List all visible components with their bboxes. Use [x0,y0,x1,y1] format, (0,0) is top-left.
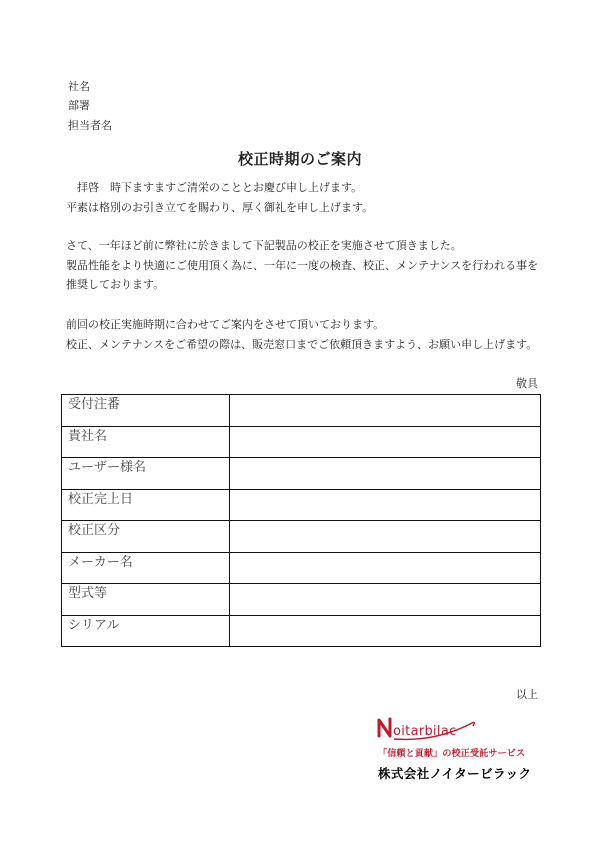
table-row [62,489,541,521]
row-label-serial: シリアル [62,615,230,647]
table-row [62,458,541,490]
table-row [62,426,541,458]
calibration-info-table [61,394,541,647]
table-row [62,615,541,647]
row-label-calibration-date: 校正完上日 [62,489,230,521]
company-logo [376,714,482,742]
row-value-calibration-date[interactable] [230,489,541,521]
row-label-user-name: ユーザー様名 [62,458,230,490]
recipient-person: 担当者名 [68,119,112,132]
end-mark: 以上 [516,688,538,701]
row-value-user-name[interactable] [230,458,541,490]
row-value-calibration-type[interactable] [230,521,541,553]
table-row [62,552,541,584]
body-paragraph-1: さて、一年ほど前に弊社に於きまして下記製品の校正を実施させて頂きました。 製品性能をより快適にご使用頂く為に、一年に一度の検査、校正、メンテナンスを行われる事を推奨しております。 [66,239,539,291]
recipient-company: 社名 [68,80,90,93]
table-row [62,584,541,616]
row-value-serial[interactable] [230,615,541,647]
row-label-order-number: 受付注番 [62,395,230,427]
svg-text:oitarbilac: oitarbilac [393,724,457,739]
row-label-manufacturer: メーカー名 [62,552,230,584]
row-value-manufacturer[interactable] [230,552,541,584]
company-name: 株式会社ノイタービラック [378,766,532,781]
row-value-order-number[interactable] [230,395,541,427]
body-paragraph-2: 前回の校正実施時期に合わせてご案内をさせて頂いております。 校正、メンテナンスをご希望の際は、販売窓口までご依頼頂きますよう、お願い申し上げます。 [66,318,538,351]
row-value-company-name[interactable] [230,426,541,458]
row-label-calibration-type: 校正区分 [62,521,230,553]
row-label-model: 型式等 [62,584,230,616]
company-tagline: 「信頼と貢献」の校正受託サービス [378,749,526,759]
greeting-paragraph: 拝啓 時下ますますご清栄のこととお慶び申し上げます。 平素は格別のお引き立てを賜わり、厚く御礼を申し上げます。 [66,181,374,214]
row-value-model[interactable] [230,584,541,616]
row-label-company-name: 貴社名 [62,426,230,458]
table-row [62,395,541,427]
document-title: 校正時期のご案内 [237,150,362,168]
table-row [62,521,541,553]
recipient-department: 部署 [68,99,90,112]
closing-keigu: 敬具 [516,377,538,390]
